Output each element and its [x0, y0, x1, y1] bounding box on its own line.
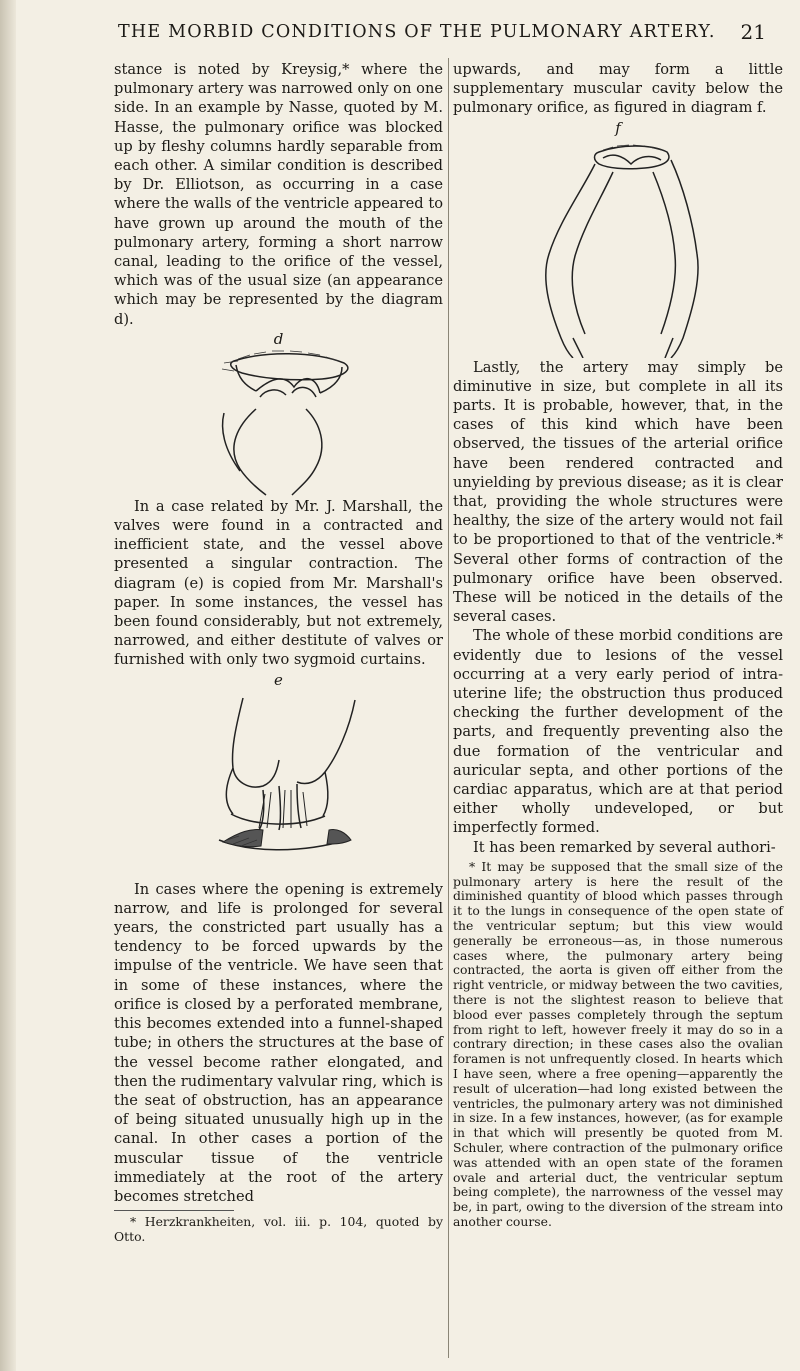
paragraph-narrow-opening: In cases where the opening is extremely narrow, and life is prolonged for several years, the constricted part usually has a tendency to be forced upwards by the impulse of the ventricle. We have seen that in some of these instances, where the orifice is closed by a perforated membrane, this becomes extended into a funnel-shaped tube; in others the structures at the base of the vessel become rather elongated, and then the rudimentary valvular ring, which is the seat of obstruction, has an appearance of being situated unusually high up in the canal. In other cases a portion of the muscular tissue of the ventricle immediately at the root of the artery becomes stretched [114, 880, 443, 1205]
running-header [0, 22, 800, 52]
column-divider [448, 58, 449, 1358]
figure-d-label: d [273, 329, 284, 348]
figure-d-diagram [194, 349, 364, 497]
paragraph-remarked: It has been remarked by several authori- [473, 838, 776, 856]
figure-f-diagram [533, 138, 703, 358]
paragraph-elliotson: stance is noted by Kreysig,* where the pulmonary artery was narrowed only on one side. In an example by Nasse, quoted by M. Hasse, the pulmonary orifice was blocked up by fleshy columns hardly separable from each other. A similar condition is described by Dr. Elliotson, as occurring in a case where the walls of the ventricle appeared to have grown up around the mouth of the pulmonary artery, forming a short narrow canal, leading to the orifice of the vessel, which was of the usual size (an appearance which may be represented by the diagram d). [114, 61, 443, 328]
page-number: 21 [740, 20, 766, 44]
paragraph-intra-uterine: The whole of these morbid conditions are evidently due to lesions of the vessel occurring at a very early period of intra-uterine life; the obstruction thus produced checking the further development of the parts, and frequently preventing also the due formation of the ventricular and auricular septa, and other portions of the cardiac apparatus, which are at that period either wholly undeveloped, or but imperfectly formed. [453, 627, 783, 837]
figure-e-diagram [179, 690, 379, 880]
footnote-small-size: * It may be supposed that the small size of the pulmonary artery is here the result of the diminished quantity of blood which passes through it to the lungs in consequence of the open state of the ventricular septum; but this view would generally be erroneous—as, in those numerous cases where, the pulmonary artery being contracted, the aorta is given off either from the right ventricle, or midway between the two cavities, there is not the slightest reason to believe that blood ever passes completely through the septum from right to left, however freely it may do so in a contrary direction; in these cases also the ovalian foramen is not unfrequently closed. In hearts which I have seen, where a free opening—apparently the result of ulceration—had long existed between the ventricles, the pulmonary artery was not diminished in size. In a few instances, however, (as for example in that which will presently be quoted from M. Schuler, where contraction of the pulmonary orifice was attended with an open state of the foramen ovale and arterial duct, the ventricular septum being complete), the narrowness of the vessel may be, in part, owing to the diversion of the stream into another course. [453, 858, 783, 1230]
left-column [114, 60, 443, 1245]
page-edge-shadow [0, 0, 16, 1371]
running-title: THE MORBID CONDITIONS OF THE PULMONARY ARTERY. [118, 22, 716, 42]
footnote-herzkrankheiten: * Herzkrankheiten, vol. iii. p. 104, quoted by Otto. [114, 1214, 443, 1244]
paragraph-diminutive-artery: Lastly, the artery may simply be diminutive in size, but complete in all its parts. It is probable, however, that, in the cases of this kind which have been observed, the tissues of the arterial orifice have been rendered contracted and unyielding by previous disease; as it is clear that, providing the whole structures were healthy, the size of the artery would not fail to be proportioned to that of the ventricle.* Several other forms of contraction of the pulmonary orifice have been observed. These will be noticed in the details of the several cases. [453, 358, 783, 626]
footnote-rule [114, 1210, 234, 1211]
figure-f-label: f [615, 118, 621, 137]
paragraph-supplementary-cavity: upwards, and may form a little supplementary muscular cavity below the pulmonary orifice, as figured in diagram f. [453, 61, 783, 117]
right-column [453, 60, 783, 1230]
paragraph-marshall: In a case related by Mr. J. Marshall, the valves were found in a contracted and inefficient state, and the vessel above presented a singular contraction. The diagram (e) is copied from Mr. Marshall's paper. In some instances, the vessel has been found considerably, but not extremely, narrowed, and either destitute of valves or furnished with only two sygmoid curtains. [114, 497, 443, 669]
figure-e-label: e [274, 670, 283, 689]
